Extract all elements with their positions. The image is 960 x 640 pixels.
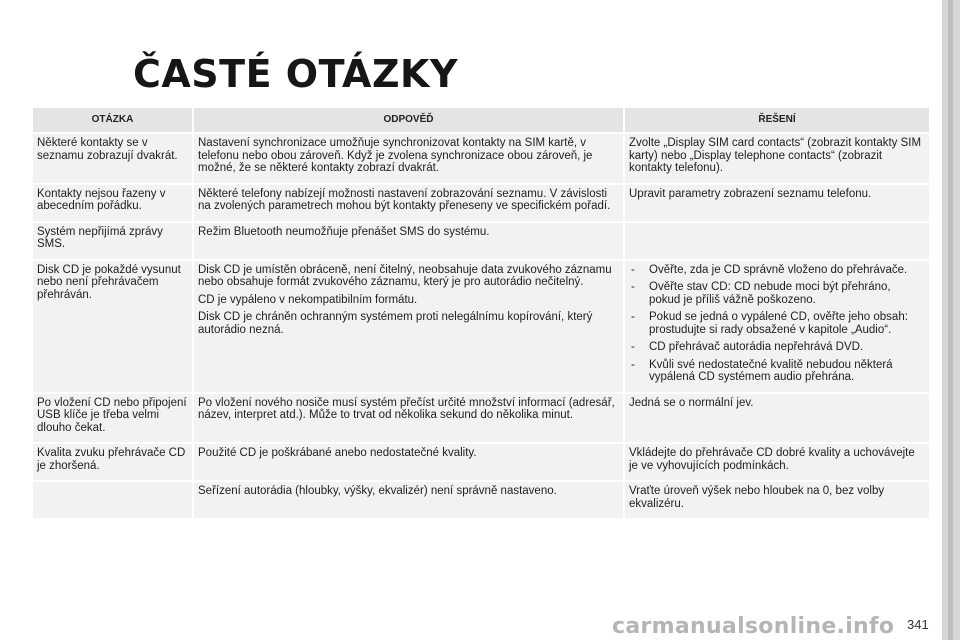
answer-text: CD je vypáleno v nekompatibilním formátu. [198,293,418,306]
solution-cell: Upravit parametry zobrazení seznamu telefonu. [625,185,929,221]
header-question: OTÁZKA [33,108,192,132]
table-row [33,444,929,480]
question-cell [33,482,192,518]
answer-text: Některé telefony nabízejí možnosti nastavení zobrazování seznamu. V závislosti na zvolených parametrech mohou být kontakty přeneseny ve specifickém pořadí. [198,187,611,212]
question-cell: Po vložení CD nebo připojení USB klíče je třeba velmi dlouho čekat. [33,394,192,443]
page-title: ČASTÉ OTÁZKY [133,52,458,96]
answer-cell [194,482,623,518]
solution-list [629,264,925,384]
answer-cell [194,134,623,183]
answer-cell [194,444,623,480]
answer-text: Seřízení autorádia (hloubky, výšky, ekvalizér) není správně nastaveno. [198,485,557,497]
table-row [33,134,929,183]
watermark: carmanualsonline.info [612,614,895,639]
solution-list-item: - Pokud se jedná o vypálené CD, ověřte jeho obsah: prostudujte si rady obsažené v kapitole „Audio“. [629,311,925,336]
page-edge-bar [942,0,960,640]
answer-cell [194,223,623,259]
table-row [33,185,929,221]
header-answer: ODPOVĚĎ [194,108,623,132]
answer-text: Režim Bluetooth neumožňuje přenášet SMS do systému. [198,225,490,238]
question-cell: Kvalita zvuku přehrávače CD je zhoršená. [33,444,192,480]
solution-list-item: - Ověřte stav CD: CD nebude moci být přehráno, pokud je příliš vážně poškozeno. [629,281,925,306]
question-cell: Některé kontakty se v seznamu zobrazují dvakrát. [33,134,192,183]
solution-list-item: - Ověřte, zda je CD správně vloženo do přehrávače. [629,264,925,277]
answer-text: Použité CD je poškrábané anebo nedostatečné kvality. [198,447,477,459]
solution-cell: Zvolte „Display SIM card contacts“ (zobrazit kontakty SIM karty) nebo „Display telephone contacts“ (zobrazit kontakty telefonu). [625,134,929,183]
header-solution: ŘEŠENÍ [625,108,929,132]
solution-cell: Vkládejte do přehrávače CD dobré kvality a uchovávejte je ve vyhovujících podmínkách. [625,444,929,480]
table-header-row [33,108,929,132]
table-row [33,223,929,259]
table-row [33,482,929,518]
solution-list-item: - Kvůli své nedostatečné kvalitě nebudou některá vypálená CD systémem audio přehrána. [629,359,925,384]
answer-text: Disk CD je umístěn obráceně, není čitelný, neobsahuje data zvukového záznamu nebo obsahuje formát zvukového záznamu, který je pro autorádio nečitelný. [198,263,612,288]
solution-cell: Jedná se o normální jev. [625,394,929,443]
table-row [33,394,929,443]
faq-table [31,106,931,520]
answer-cell [194,261,623,392]
page-number: 341 [907,617,929,632]
solution-cell [625,261,929,392]
question-cell: Systém nepřijímá zprávy SMS. [33,223,192,259]
question-cell: Kontakty nejsou řazeny v abecedním pořádku. [33,185,192,221]
answer-cell [194,185,623,221]
answer-text: Disk CD je chráněn ochranným systémem proti nelegálnímu kopírování, který autorádio nezná. [198,311,593,336]
answer-cell [194,394,623,443]
table-row [33,261,929,392]
solution-cell: Vraťte úroveň výšek nebo hloubek na 0, bez volby ekvalizéru. [625,482,929,518]
solution-cell [625,223,929,259]
solution-list-item: - CD přehrávač autorádia nepřehrává DVD. [629,341,925,354]
answer-text: Nastavení synchronizace umožňuje synchronizovat kontakty na SIM kartě, v telefonu nebo obou zároveň. Když je zvolena synchronizace obou zároveň, je možné, že se některé kontakty zobrazí dvakrát. [198,137,593,174]
answer-text: Po vložení nového nosiče musí systém přečíst určité množství informací (adresář, název, interpret atd.). Může to trvat od několika sekund do několika minut. [198,396,615,421]
question-cell: Disk CD je pokaždé vysunut nebo není přehrávačem přehráván. [33,261,192,392]
